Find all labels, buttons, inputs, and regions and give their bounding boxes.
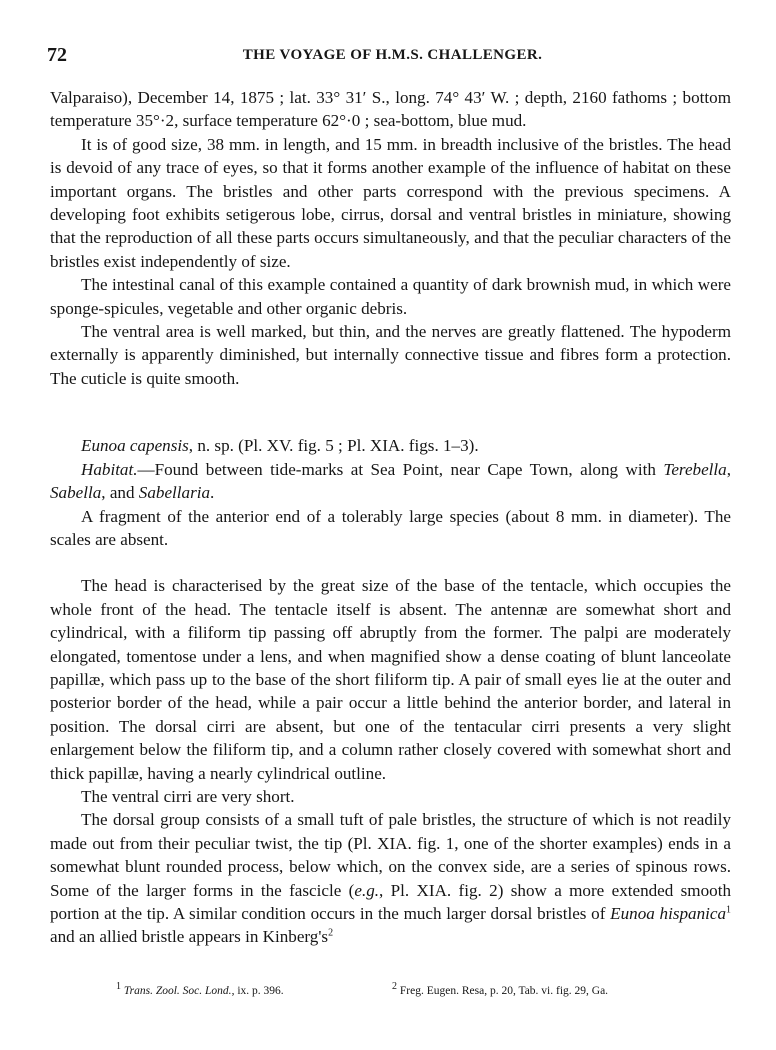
body-text <box>50 86 731 949</box>
description-paragraph: It is of good size, 38 mm. in length, and 15 mm. in breadth inclusive of the bristles. The head is devoid of any trace of eyes, so that it forms another example of the influence of habitat on these important organs. The bristles and other parts correspond with the previous specimens. A developing foot exhibits setigerous lobe, cirrus, dorsal and ventral bristles in miniature, showing that the reproduction of all these parts occurs simultaneously, and that the peculiar characters of the bristles exist independently of size. <box>50 134 731 271</box>
fragment-paragraph: A fragment of the anterior end of a tolerably large species (about 8 mm. in diameter). The scales are absent. <box>50 506 731 549</box>
intestinal-paragraph: The intestinal canal of this example contained a quantity of dark brownish mud, in which were sponge-spicules, vegetable and other organic debris. <box>50 275 731 318</box>
page-number: 72 <box>47 44 67 66</box>
ventral-area-paragraph: The ventral area is well marked, but thin, and the nerves are greatly flattened. The hypoderm externally is apparently diminished, but internally connective tissue and fibres form a protection. The cuticle is quite smooth. <box>50 322 731 388</box>
running-title: THE VOYAGE OF H.M.S. CHALLENGER. <box>242 47 543 63</box>
head-paragraph: The head is characterised by the great size of the base of the tentacle, which occupies the whole front of the head. The tentacle itself is absent. The antennæ are somewhat short and cylindrical, with a filiform tip passing off abruptly from the former. The palpi are moderately elongated, tomentose under a lens, and when magnified show a dense coating of blunt lanceolate papillæ, which pass up to the base of the short filiform tip. A pair of small eyes lie at the outer and posterior border of the head, while a pair occur a little behind the anterior border, and lateral in position. The dorsal cirri are absent, but one of the tentacular cirri presents a very slight enlargement below the filiform tip, and a column rather closely covered with somewhat short and thick papillæ, having a nearly cylindrical outline. <box>50 576 731 783</box>
footnote-ref-1: 1 <box>726 904 731 916</box>
species-name: Eunoa capensis <box>81 436 189 456</box>
species-eunoa-hispanica: Eunoa hispanica <box>610 904 726 923</box>
habitat-paragraph: Habitat.—Found between tide-marks at Sea Point, near Cape Town, along with Terebella, Sabella, and Sabellaria. <box>50 459 731 503</box>
ventral-cirri-paragraph: The ventral cirri are very short. <box>81 786 295 806</box>
station-paragraph: Valparaiso), December 14, 1875 ; lat. 33° 31′ S., long. 74° 43′ W. ; depth, 2160 fathoms ; bottom temperature 35°·2, surface temperature 62°·0 ; sea-bottom, blue mud. <box>50 88 731 131</box>
genus-terebella: Terebella <box>663 459 727 479</box>
footnote-2: $^2$ Freg. Eugen. Resa, p. 20, Tab. vi. fig. 29, Ga. <box>392 981 609 997</box>
species-reference: , n. sp. (Pl. XV. fig. 5 ; Pl. XIA. figs. 1–3). <box>188 436 479 456</box>
footnote-ref-2: 2 <box>328 927 334 939</box>
footnote-1: $^1$ Trans. Zool. Soc. Lond., ix. p. 396. <box>116 981 284 997</box>
species-heading <box>50 434 731 457</box>
habitat-label: Habitat. <box>81 459 138 479</box>
genus-sabellaria: Sabellaria <box>138 483 211 503</box>
genus-sabella: Sabella <box>50 483 102 503</box>
page-header <box>47 44 738 70</box>
dorsal-group-paragraph: The dorsal group consists of a small tuft of pale bristles, the structure of which is not readily made out from their peculiar twist, the tip (Pl. XIA. fig. 1, one of the shorter examples) ends in a somewhat blunt rounded process, below which, on the convex side, are a series of spinous rows. Some of the larger forms in the fascicle (e.g., Pl. XIA. fig. 2) show a more extended smooth portion at the tip. A similar condition occurs in the much larger dorsal bristles of Eunoa hispanica$^1$ and an allied bristle appears in $Kinberg's^2$ <box>50 810 731 947</box>
